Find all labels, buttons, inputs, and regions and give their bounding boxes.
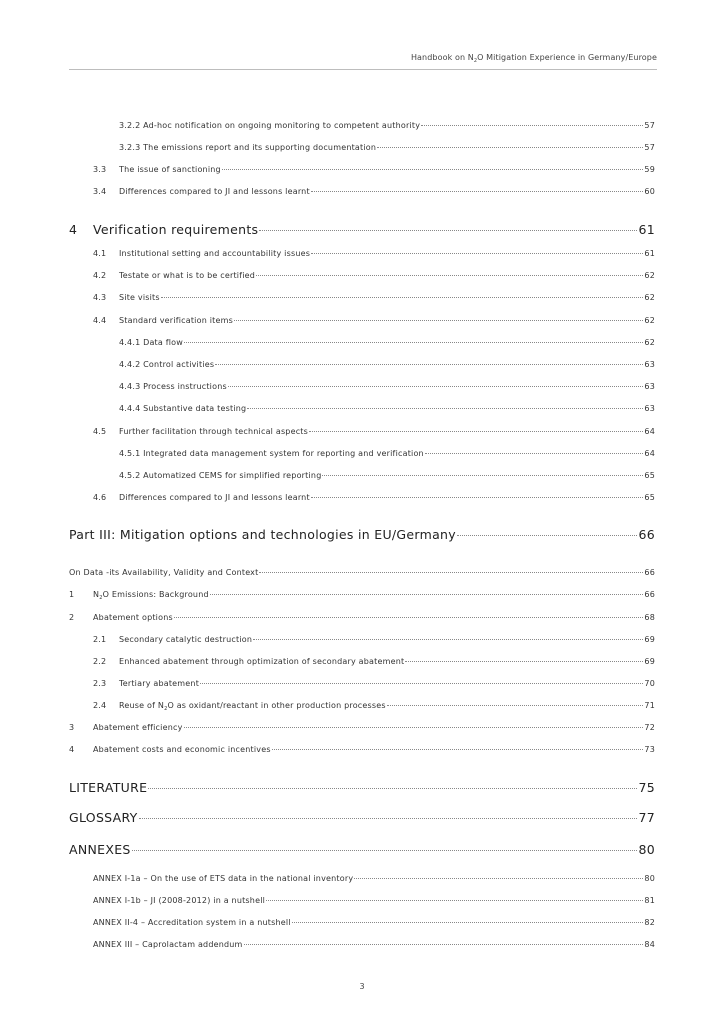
toc-entry-number: 4.5: [93, 427, 107, 436]
toc-entry-page: 65: [644, 471, 655, 480]
toc-entry-title: Tertiary abatement: [119, 679, 200, 688]
toc-entry[interactable]: [93, 187, 655, 196]
toc-entry[interactable]: [93, 271, 655, 280]
toc-entry-page: 70: [644, 679, 655, 688]
toc-entry-title: Testate or what is to be certified: [119, 271, 256, 280]
toc-entry-number: 2.2: [93, 657, 107, 666]
toc-dot-leader: [311, 191, 644, 192]
toc-dot-leader: [457, 535, 638, 536]
toc-entry-title: $N_2O$ Emissions: Background: [93, 590, 209, 601]
toc-entry-title: GLOSSARY: [69, 810, 138, 825]
toc-entry-title: Abatement efficiency: [93, 723, 183, 732]
toc-dot-leader: [234, 320, 643, 321]
toc-entry-title: 4.5.2 Automatized CEMS for simplified reporting: [119, 471, 322, 480]
toc-entry-page: 60: [644, 187, 655, 196]
toc-entry-page: 64: [644, 449, 655, 458]
toc-entry-title: ANNEX II-4 – Accreditation system in a nutshell: [93, 918, 291, 927]
toc-chapter-entry[interactable]: [69, 780, 655, 795]
toc-entry-title: On Data -its Availability, Validity and Context: [69, 568, 259, 577]
toc-entry[interactable]: [69, 723, 655, 732]
toc-entry-page: 62: [644, 293, 655, 302]
toc-entry-title: Reuse of $N_2O$ as oxidant/reactant in other production processes: [119, 701, 386, 712]
toc-entry[interactable]: [93, 427, 655, 436]
toc-entry-title: 3.2.3 The emissions report and its supporting documentation: [119, 143, 377, 152]
toc-dot-leader: [259, 572, 643, 573]
toc-entry-number: 2.1: [93, 635, 107, 644]
toc-entry-number: 3.3: [93, 165, 107, 174]
toc-entry-title: Secondary catalytic destruction: [119, 635, 253, 644]
toc-entry[interactable]: [69, 568, 655, 577]
toc-dot-leader: [425, 453, 644, 454]
toc-entry[interactable]: [119, 382, 655, 391]
toc-entry[interactable]: [93, 316, 655, 325]
toc-entry-page: 77: [638, 810, 655, 825]
toc-dot-leader: [272, 749, 644, 750]
toc-dot-leader: [228, 386, 644, 387]
toc-entry[interactable]: [69, 613, 655, 622]
toc-dot-leader: [174, 617, 644, 618]
toc-entry-page: 61: [644, 249, 655, 258]
toc-entry-number: 3.4: [93, 187, 107, 196]
toc-entry-title: Further facilitation through technical aspects: [119, 427, 309, 436]
toc-entry-title: Enhanced abatement through optimization of secondary abatement: [119, 657, 405, 666]
toc-entry-page: 80: [638, 842, 655, 857]
toc-entry[interactable]: [119, 404, 655, 413]
toc-entry-title: The issue of sanctioning: [119, 165, 221, 174]
toc-dot-leader: [210, 594, 644, 595]
toc-dot-leader: [132, 850, 638, 851]
toc-entry[interactable]: [93, 918, 655, 927]
page-number: 3: [359, 982, 365, 991]
toc-entry[interactable]: [119, 471, 655, 480]
toc-dot-leader: [139, 818, 638, 819]
toc-entry-page: 57: [644, 143, 655, 152]
toc-entry-page: 62: [644, 271, 655, 280]
toc-entry[interactable]: [93, 493, 655, 502]
toc-entry[interactable]: [119, 338, 655, 347]
toc-dot-leader: [222, 169, 644, 170]
toc-dot-leader: [322, 475, 643, 476]
toc-entry-page: 72: [644, 723, 655, 732]
header-subscript: 2: [473, 58, 478, 64]
toc-entry-page: 62: [644, 316, 655, 325]
toc-entry-title: Differences compared to JI and lessons learnt: [119, 187, 310, 196]
toc-entry-page: 69: [644, 657, 655, 666]
toc-entry[interactable]: [93, 249, 655, 258]
toc-entry-page: 68: [644, 613, 655, 622]
toc-entry[interactable]: [119, 449, 655, 458]
toc-entry[interactable]: [69, 590, 655, 599]
toc-entry-page: 66: [644, 568, 655, 577]
toc-entry[interactable]: [93, 635, 655, 644]
toc-entry[interactable]: [93, 940, 655, 949]
toc-entry[interactable]: [93, 701, 655, 710]
toc-entry-title: Abatement options: [93, 613, 173, 622]
toc-dot-leader: [215, 364, 643, 365]
toc-dot-leader: [161, 297, 644, 298]
toc-entry[interactable]: [119, 360, 655, 369]
toc-entry-title: Abatement costs and economic incentives: [93, 745, 271, 754]
toc-entry-title: LITERATURE: [69, 780, 148, 795]
toc-entry-number: 3: [69, 723, 75, 732]
toc-dot-leader: [387, 705, 644, 706]
toc-dot-leader: [256, 275, 643, 276]
toc-dot-leader: [311, 497, 644, 498]
toc-dot-leader: [148, 788, 637, 789]
toc-entry-page: 63: [644, 382, 655, 391]
toc-dot-leader: [244, 944, 644, 945]
toc-entry[interactable]: [93, 679, 655, 688]
toc-entry[interactable]: [93, 874, 655, 883]
toc-dot-leader: [266, 900, 643, 901]
toc-entry-number: 4.6: [93, 493, 107, 502]
toc-entry-page: 81: [644, 896, 655, 905]
toc-entry-page: 73: [644, 745, 655, 754]
toc-entry-title: 4.4.4 Substantive data testing: [119, 404, 247, 413]
toc-chapter-entry[interactable]: [69, 810, 655, 825]
toc-dot-leader: [253, 639, 643, 640]
toc-entry-page: 64: [644, 427, 655, 436]
toc-entry-title: Institutional setting and accountability issues: [119, 249, 311, 258]
header-text-prefix: Handbook on N: [410, 53, 474, 62]
toc-entry-title: Verification requirements: [93, 222, 259, 237]
toc-entry-page: 71: [644, 701, 655, 710]
toc-entry-title: Site visits: [119, 293, 160, 302]
toc-chapter-entry[interactable]: [69, 842, 655, 857]
toc-dot-leader: [259, 230, 637, 231]
toc-dot-leader: [421, 125, 643, 126]
toc-entry[interactable]: [119, 143, 655, 152]
toc-entry[interactable]: [69, 745, 655, 754]
toc-entry-title: 4.5.1 Integrated data management system for reporting and verification: [119, 449, 424, 458]
toc-entry[interactable]: [93, 896, 655, 905]
toc-entry-page: 62: [644, 338, 655, 347]
toc-entry-number: 2.3: [93, 679, 107, 688]
toc-entry-page: 82: [644, 918, 655, 927]
toc-entry-page: 75: [638, 780, 655, 795]
toc-dot-leader: [200, 683, 643, 684]
toc-dot-leader: [354, 878, 643, 879]
toc-entry-page: 84: [644, 940, 655, 949]
toc-entry-page: 57: [644, 121, 655, 130]
header-text-suffix: O Mitigation Experience in Germany/Europe: [477, 53, 657, 62]
toc-entry-number: 2.4: [93, 701, 107, 710]
toc-dot-leader: [377, 147, 643, 148]
toc-entry[interactable]: [93, 165, 655, 174]
toc-entry-page: 65: [644, 493, 655, 502]
toc-dot-leader: [184, 727, 644, 728]
toc-entry-title: ANNEX III – Caprolactam addendum: [93, 940, 243, 949]
toc-entry[interactable]: [93, 293, 655, 302]
toc-entry-number: 2: [69, 613, 75, 622]
toc-entry-page: 61: [638, 222, 655, 237]
toc-chapter-entry[interactable]: [69, 222, 655, 237]
toc-dot-leader: [292, 922, 644, 923]
toc-entry-page: 66: [644, 590, 655, 599]
toc-entry-title: Standard verification items: [119, 316, 233, 325]
toc-dot-leader: [311, 253, 643, 254]
toc-entry-title: Differences compared to JI and lessons learnt: [119, 493, 310, 502]
toc-entry-title: 4.4.3 Process instructions: [119, 382, 227, 391]
toc-entry-number: 4: [69, 222, 78, 237]
toc-dot-leader: [184, 342, 643, 343]
toc-entry[interactable]: [119, 121, 655, 130]
toc-entry-title: 4.4.1 Data flow: [119, 338, 184, 347]
toc-entry-title: ANNEX I-1b – JI (2008-2012) in a nutshell: [93, 896, 266, 905]
toc-entry-number: 4.2: [93, 271, 107, 280]
toc-dot-leader: [247, 408, 643, 409]
toc-entry-page: 80: [644, 874, 655, 883]
toc-entry-title: ANNEX I-1a – On the use of ETS data in the national inventory: [93, 874, 354, 883]
toc-entry-title: 3.2.2 Ad-hoc notification on ongoing monitoring to competent authority: [119, 121, 421, 130]
toc-entry-page: 59: [644, 165, 655, 174]
toc-dot-leader: [405, 661, 643, 662]
toc-entry-page: 66: [638, 527, 655, 542]
toc-entry-page: 69: [644, 635, 655, 644]
toc-entry-number: 1: [69, 590, 75, 599]
toc-entry[interactable]: [93, 657, 655, 666]
toc-dot-leader: [309, 431, 643, 432]
toc-entry-page: 63: [644, 360, 655, 369]
toc-entry-page: 63: [644, 404, 655, 413]
toc-entry-title: ANNEXES: [69, 842, 131, 857]
toc-entry-number: 4.1: [93, 249, 107, 258]
toc-entry-number: 4.4: [93, 316, 107, 325]
toc-entry-title: Part III: Mitigation options and technologies in EU/Germany: [69, 527, 456, 542]
toc-entry-number: 4.3: [93, 293, 107, 302]
toc-part-entry[interactable]: [69, 527, 655, 542]
toc-entry-title: 4.4.2 Control activities: [119, 360, 215, 369]
toc-entry-number: 4: [69, 745, 75, 754]
